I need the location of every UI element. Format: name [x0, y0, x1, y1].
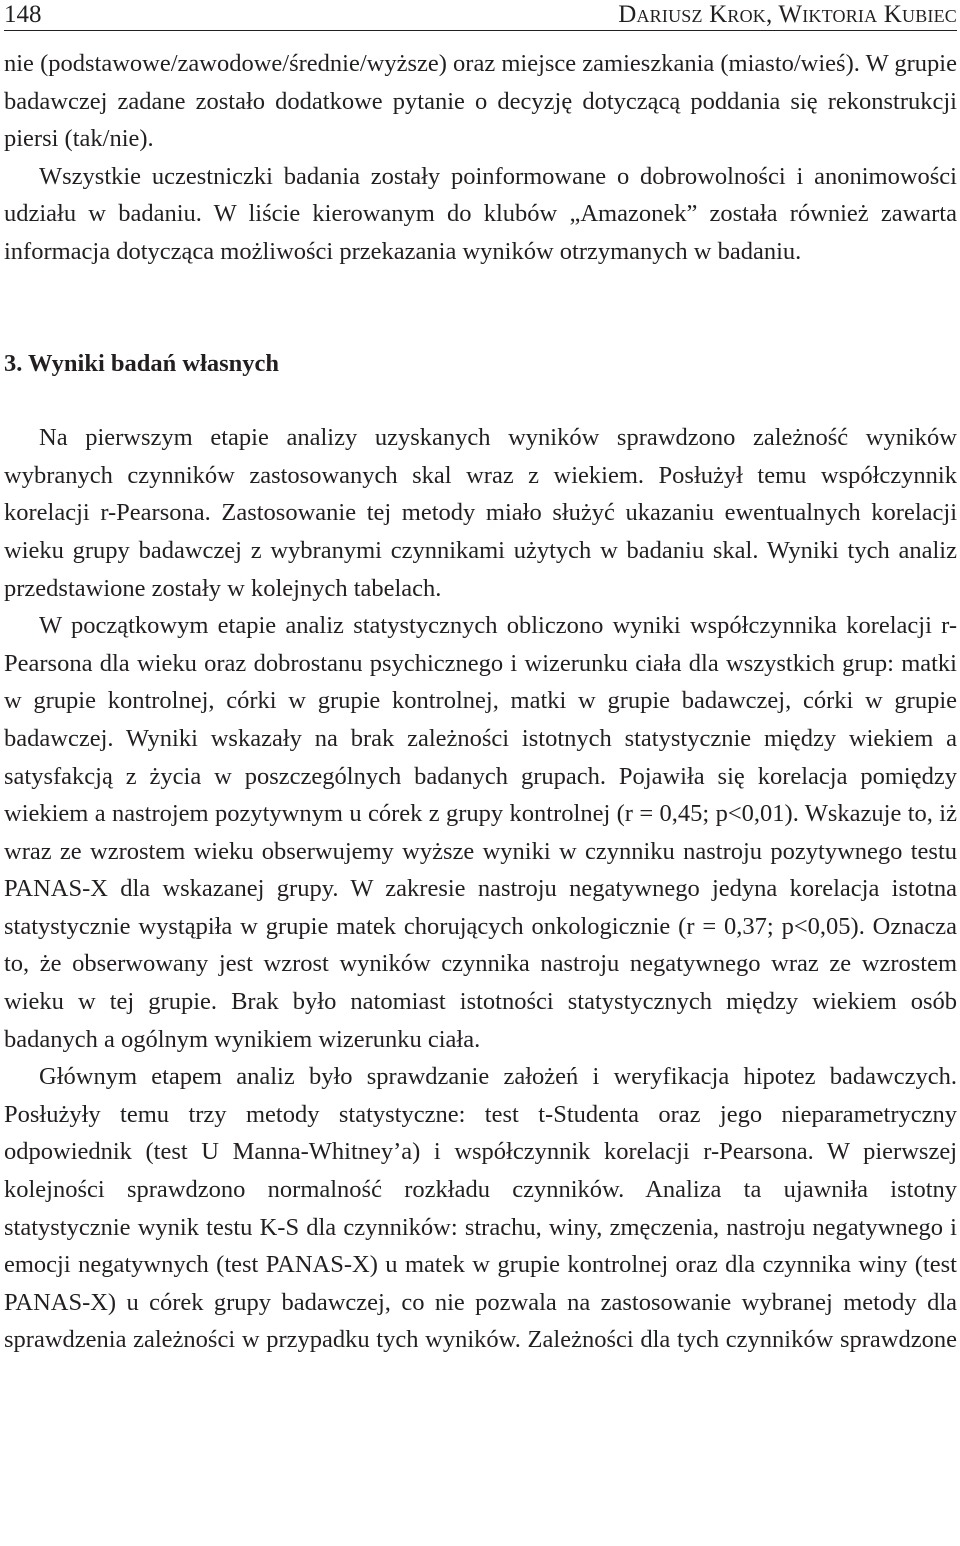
body-text — [4, 45, 957, 1359]
paragraph: W początkowym etapie analiz statystycznych obliczono wyniki współczynnika korelacji r-Pearsona dla wieku oraz dobrostanu psychicznego i wizerunku ciała dla wszystkich grup: matki w grupie kontrolnej, córki w grupie kontrolnej, matki w grupie badawczej, córki w grupie badawczej. Wyniki wskazały na brak zależności istotnych statystycznie między wiekiem a satysfakcją z życia w poszczególnych badanych grupach. Pojawiła się korelacja pomiędzy wiekiem a nastrojem pozytywnym u córek z grupy kontrolnej (r = 0,45; p<0,01). Wskazuje to, iż wraz ze wzrostem wieku obserwujemy wyższe wyniki w czynniku nastroju pozytywnego testu PANAS-X dla wskazanej grupy. W zakresie nastroju negatywnego jedyna korelacja istotna statystycznie wystąpiła w grupie matek chorujących onkologicznie (r = 0,37; p<0,05). Oznacza to, że obserwowany jest wzrost wyników czynnika nastroju negatywnego wraz ze wzrostem wieku w tej grupie. Brak było natomiast istotności statystycznych między wiekiem osób badanych a ogólnym wynikiem wizerunku ciała. — [4, 612, 957, 1053]
section-heading: 3. Wyniki badań własnych — [4, 349, 280, 377]
paragraph: Głównym etapem analiz było sprawdzanie założeń i weryfikacja hipotez badawczych. Posłużyły temu trzy metody statystyczne: test t-Studenta oraz jego nieparametryczny odpowiednik (test U Manna-Whitney’a) i współczynnik korelacji r-Pearsona. W pierwszej kolejności sprawdzono normalność rozkładu czynników. Analiza ta ujawniła istotny statystycznie wynik testu K-S dla czynników: strachu, winy, zmęczenia, nastroju negatywnego i emocji negatywnych (test PANAS-X) u matek w grupie kontrolnej oraz dla czynnika winy (test PANAS-X) u córek grupy badawczej, co nie pozwala na zastosowanie wybranej metody dla sprawdzenia zależności w przypadku tych wyników. Zależności dla tych czynników sprawdzone — [4, 1063, 957, 1354]
page-header — [4, 0, 957, 31]
running-head: Dariusz Krok, Wiktoria Kubiec — [618, 1, 957, 28]
paragraph: nie (podstawowe/zawodowe/średnie/wyższe) oraz miejsce zamieszkania (miasto/wieś). W grupie badawczej zadane zostało dodatkowe pytanie o decyzję dotyczącą poddania się rekonstrukcji piersi (tak/nie). — [4, 50, 957, 153]
section-spacer — [4, 382, 957, 419]
paragraph: Na pierwszym etapie analizy uzyskanych wyników sprawdzono zależność wyników wybranych czynników zastosowanych skal wraz z wiekiem. Posłużył temu współczynnik korelacji r-Pearsona. Zastosowanie tej metody miało służyć ukazaniu ewentualnych korelacji wieku grupy badawczej z wybranymi czynnikami użytych w badaniu skal. Wyniki tych analiz przedstawione zostały w kolejnych tabelach. — [4, 424, 957, 602]
paragraph: Wszystkie uczestniczki badania zostały poinformowane o dobrowolności i anonimowości udziału w badaniu. W liście kierowanym do klubów „Amazonek” została również zawarta informacja dotycząca możliwości przekazania wyników otrzymanych w badaniu. — [4, 162, 957, 265]
document-page — [4, 0, 957, 1359]
page-number: 148 — [4, 1, 42, 28]
